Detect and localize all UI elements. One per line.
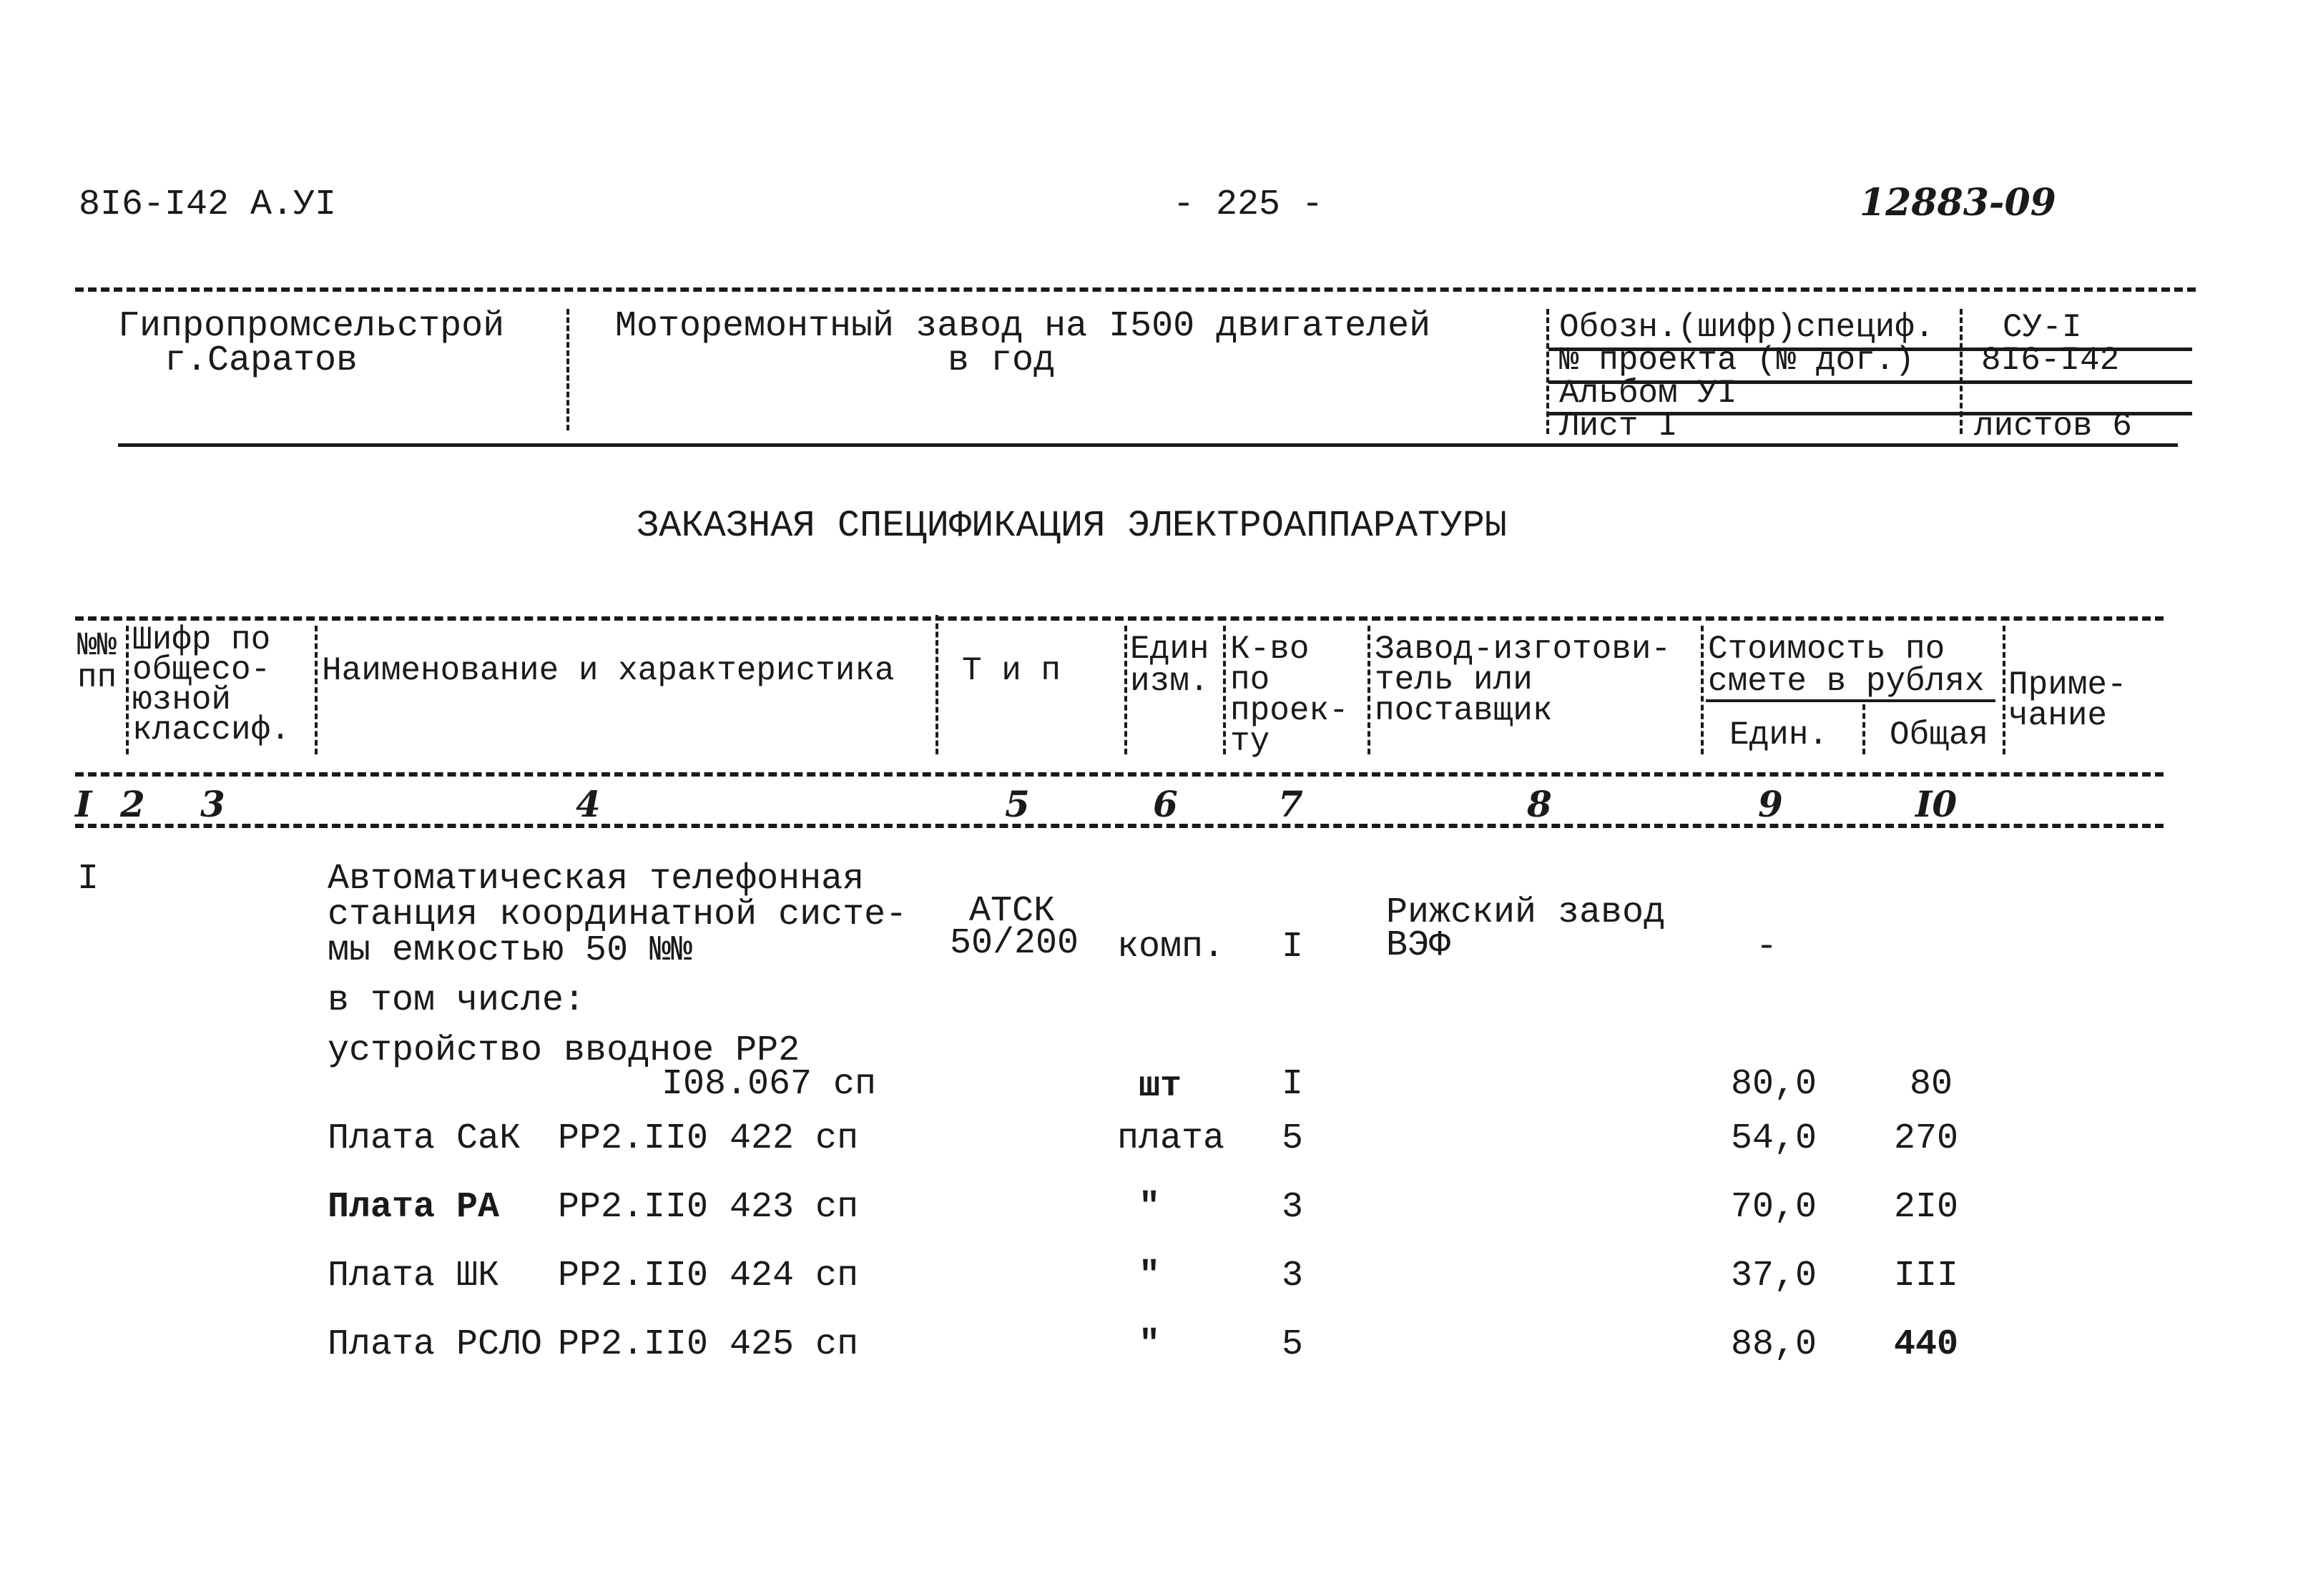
stamp-label-designation: Обозн.(шифр)специф. (1559, 309, 1935, 346)
header-unit-line-2: изм. (1130, 663, 1209, 700)
doc-code: 8I6-I42 А.УI (79, 184, 337, 225)
col-divider (1223, 626, 1226, 754)
item-maker-line-1: Рижский завод (1386, 892, 1666, 933)
stamp-label-sheet: Лист I (1559, 408, 1678, 445)
row-total: 80 (1910, 1064, 1953, 1105)
header-maker-line-2: тель или (1375, 661, 1533, 699)
row-code: I08.067 сп (662, 1064, 877, 1105)
header-cost-line-1: Стоимость по (1708, 631, 1945, 668)
document-title: ЗАКАЗНАЯ СПЕЦИФИКАЦИЯ ЭЛЕКТРОАППАРАТУРЫ (637, 505, 1507, 547)
column-number: 5 (1005, 783, 1030, 825)
header-qty-line-3: проек- (1230, 692, 1349, 729)
header-cost-underline (1706, 699, 1995, 702)
col-divider (1124, 626, 1127, 754)
row-unit-price: 70,0 (1731, 1187, 1817, 1228)
row-total: 440 (1894, 1324, 1959, 1365)
row-qty: 3 (1282, 1187, 1304, 1228)
row-unit-price: 80,0 (1731, 1064, 1817, 1105)
stamp-label-album: Альбом УI (1559, 375, 1737, 412)
row-total: 270 (1894, 1118, 1959, 1159)
stamp-project-line-2: в год (948, 340, 1056, 381)
stamp-org-line-2: г.Саратов (165, 340, 358, 381)
row-unit-price: 54,0 (1731, 1118, 1817, 1159)
item-price: - (1756, 927, 1778, 967)
header-note-line-1: Приме- (2008, 666, 2127, 704)
stamp-label-project-no: № проекта (№ дог.) (1559, 342, 1915, 379)
table-header-bottom-rule (75, 772, 2164, 777)
item-type-line-2: 50/200 (950, 923, 1079, 964)
header-code-line-2: общесо- (132, 651, 271, 689)
col-divider (2003, 626, 2005, 754)
stamp-value-project-no: 8I6-I42 (1981, 342, 2120, 379)
row-unit: плата (1117, 1118, 1225, 1159)
header-unit-line-1: Един (1130, 631, 1209, 668)
header-qty-line-2: по (1230, 661, 1270, 699)
col-divider (1701, 626, 1704, 754)
row-name: Плата РСЛО (328, 1324, 543, 1365)
stamp-divider-1 (566, 309, 569, 430)
header-code-line-4: классиф. (132, 711, 290, 749)
column-number-rule (75, 824, 2164, 828)
row-qty: 5 (1282, 1324, 1304, 1365)
header-maker-line-3: поставщик (1375, 692, 1553, 729)
column-number: 9 (1758, 783, 1783, 825)
stamp-org-line-1: Гипропромсельстрой (118, 306, 505, 347)
row-unit-price: 37,0 (1731, 1256, 1817, 1296)
archive-number: 12883-09 (1860, 181, 2056, 225)
row-code: РР2.II0 424 сп (558, 1256, 859, 1296)
item-name-line-1: Автоматическая телефонная (328, 859, 865, 900)
column-number: I (75, 783, 92, 825)
including-label: в том числе: (328, 980, 586, 1021)
header-type: Т и п (962, 652, 1061, 689)
column-number: 6 (1153, 783, 1178, 825)
item-type-line-1: АТСК (969, 891, 1056, 932)
stamp-value-sheets: листов 6 (1974, 408, 2132, 445)
item-unit: комп. (1117, 927, 1225, 967)
table-header-top-rule (75, 616, 2164, 621)
row-code: РР2.II0 423 сп (558, 1187, 859, 1228)
column-number: 8 (1527, 783, 1552, 825)
header-cost-total: Общая (1890, 716, 1989, 754)
header-code-line-3: юзной (132, 681, 232, 719)
column-number: 4 (576, 783, 601, 825)
row-qty: 3 (1282, 1256, 1304, 1296)
item-number: I (77, 859, 99, 900)
row-unit-price: 88,0 (1731, 1324, 1817, 1365)
row-total: 2I0 (1894, 1187, 1959, 1228)
row-name: устройство вводное РР2 (328, 1030, 800, 1071)
row-total: III (1894, 1256, 1959, 1296)
header-qty-line-1: К-во (1230, 631, 1310, 668)
item-name-line-3: мы емкостью 50 №№ (328, 930, 693, 971)
header-note-line-2: чание (2008, 697, 2108, 734)
row-unit: " (1139, 1324, 1161, 1365)
header-qty-line-4: ту (1230, 723, 1270, 760)
col-divider (126, 626, 129, 754)
stamp-bottom-rule (118, 443, 2178, 447)
row-name: Плата СаК (328, 1118, 521, 1159)
header-name: Наименование и характеристика (322, 652, 895, 689)
stamp-value-designation: СУ-I (2003, 309, 2082, 346)
col-divider (315, 626, 318, 754)
header-maker-line-1: Завод-изготови- (1375, 631, 1671, 668)
item-maker-line-2: ВЭФ (1386, 925, 1451, 966)
row-qty: 5 (1282, 1118, 1304, 1159)
row-code: РР2.II0 425 сп (558, 1324, 859, 1365)
page-number: - 225 - (1173, 184, 1324, 225)
col-divider (1367, 626, 1370, 754)
item-qty: I (1282, 927, 1304, 967)
row-code: РР2.II0 422 сп (558, 1118, 859, 1159)
column-number: 2 (120, 783, 145, 825)
stamp-top-rule (75, 287, 2196, 292)
col-divider (936, 615, 938, 754)
header-num-line-1: №№ (77, 627, 117, 664)
row-unit: " (1139, 1187, 1161, 1228)
stamp-project-line-1: Моторемонтный завод на I500 двигателей (615, 306, 1431, 347)
header-cost-line-2: смете в рублях (1708, 663, 1985, 700)
header-num-line-2: пп (77, 659, 117, 696)
column-number: 3 (200, 783, 225, 825)
row-name: Плата ШК (328, 1256, 500, 1296)
row-qty: I (1282, 1064, 1304, 1105)
row-unit: шт (1139, 1066, 1182, 1107)
item-name-line-2: станция координатной систе- (328, 895, 908, 935)
stamp-divider-3 (1960, 309, 1963, 434)
header-code-line-1: Шифр по (132, 621, 271, 659)
column-number: I0 (1915, 783, 1958, 825)
row-unit: " (1139, 1256, 1161, 1296)
row-name: Плата РА (328, 1187, 500, 1228)
col-divider (1862, 704, 1865, 754)
column-number: 7 (1278, 783, 1303, 825)
header-cost-unit: Един. (1729, 716, 1829, 754)
